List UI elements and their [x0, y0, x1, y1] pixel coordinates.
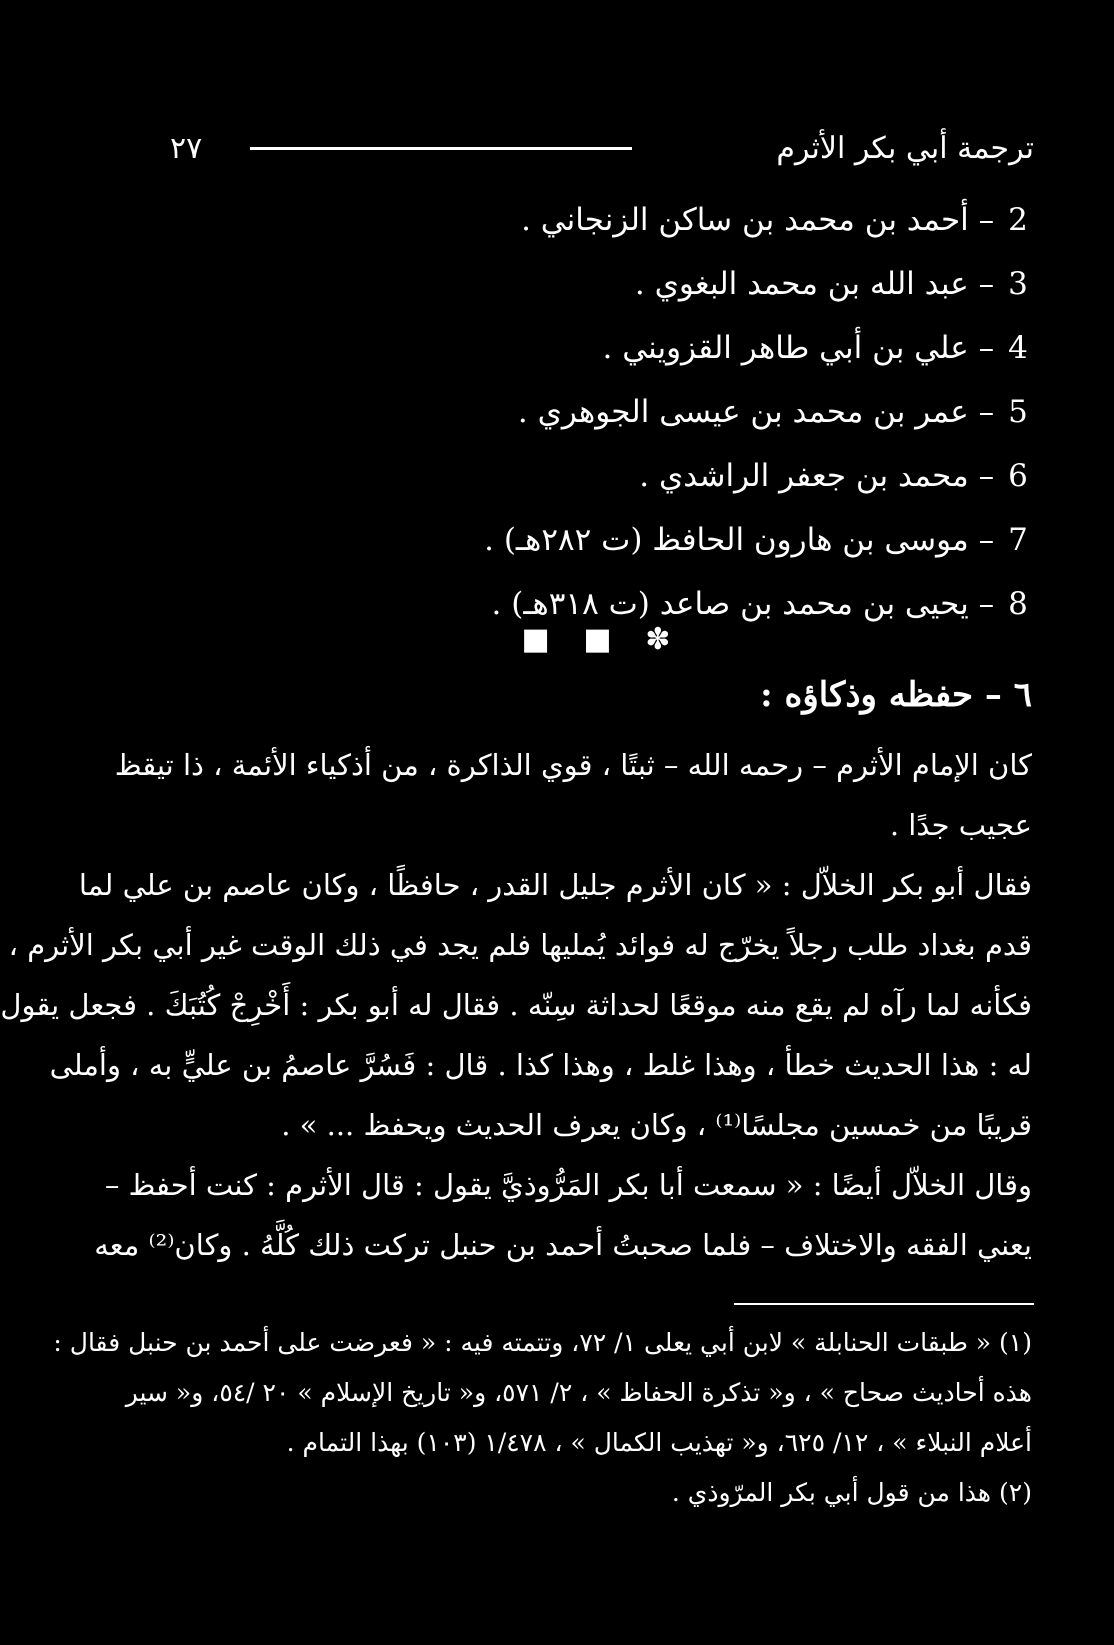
body-line: قدم بغداد طلب رجلاً يخرّج له فوائد يُمليها فلم يجد في ذلك الوقت غير أبي بكر الأثرم ، — [8, 928, 1032, 962]
section-heading: ٦ – حفظه وذكاؤه : — [760, 675, 1032, 715]
page-header — [170, 118, 1034, 178]
list-item: 2 – أحمد بن محمد بن ساكن الزنجاني . — [172, 188, 1032, 252]
body-line: فقال أبو بكر الخلاّل : « كان الأثرم جليل القدر ، حافظًا ، وكان عاصم بن علي لما — [78, 868, 1032, 902]
header-rule — [250, 147, 632, 150]
running-title: ترجمة أبي بكر الأثرم — [776, 130, 1034, 166]
body-line: فكأنه لما رآه لم يقع منه موقعًا لحداثة سِنّه . فقال له أبو بكر : أَخْرِجْ كُتُبَكَ . فجعل يقول — [0, 988, 1032, 1022]
list-item-number: 4 — [1008, 330, 1028, 366]
body-line: له : هذا الحديث خطأ ، وهذا غلط ، وهذا كذا . قال : فَسُرَّ عاصمُ بن عليٍّ به ، وأملى — [49, 1048, 1032, 1082]
list-item-number: 5 — [1008, 394, 1028, 430]
section-ornament: ✽ ■ ■ — [521, 622, 683, 657]
list-item-number: 7 — [1008, 522, 1028, 558]
list-item-text: علي بن أبي طاهر القزويني . — [602, 330, 969, 366]
list-item: 3 – عبد الله بن محمد البغوي . — [172, 252, 1032, 316]
list-item-number: 2 — [1008, 202, 1028, 238]
list-item: 8 – يحيى بن محمد بن صاعد (ت ٣١٨هـ) . — [172, 572, 1032, 636]
footnotes — [53, 1318, 1032, 1518]
list-item: 4 – علي بن أبي طاهر القزويني . — [172, 316, 1032, 380]
body-line: قريبًا من خمسين مجلسًا⁽¹⁾ ، وكان يعرف الحديث ويحفظ ... » . — [281, 1108, 1032, 1142]
list-item-number: 8 — [1008, 586, 1028, 622]
list-item-text: عبد الله بن محمد البغوي . — [634, 266, 969, 302]
body-line: يعني الفقه والاختلاف – فلما صحبتُ أحمد بن حنبل تركت ذلك كُلَّهُ . وكان⁽²⁾ معه — [94, 1228, 1032, 1262]
list-item-text: أحمد بن محمد بن ساكن الزنجاني . — [521, 202, 969, 238]
footnote-line: أعلام النبلاء » ، ١٢/ ٦٢٥، و« تهذيب الكمال » ، ١/٤٧٨ (١٠٣) بهذا التمام . — [286, 1428, 1032, 1457]
list-item-number: 3 — [1008, 266, 1028, 302]
page-number: ٢٧ — [170, 130, 203, 166]
list-item-text: محمد بن جعفر الراشدي . — [639, 458, 969, 494]
body-line: كان الإمام الأثرم – رحمه الله – ثبتًا ، قوي الذاكرة ، من أذكياء الأئمة ، ذا تيقظ — [114, 748, 1032, 782]
footnote-line: (١) « طبقات الحنابلة » لابن أبي يعلى ١/ ٧٢، وتتمته فيه : « فعرضت على أحمد بن حنبل فقال : — [53, 1328, 1032, 1357]
list-item-text: موسى بن هارون الحافظ (ت ٢٨٢هـ) . — [484, 522, 969, 558]
list-item: 5 – عمر بن محمد بن عيسى الجوهري . — [172, 380, 1032, 444]
list-item: 6 – محمد بن جعفر الراشدي . — [172, 444, 1032, 508]
narrators-list — [172, 188, 1032, 636]
body-line: وقال الخلاّل أيضًا : « سمعت أبا بكر المَرُّوذيَّ يقول : قال الأثرم : كنت أحفظ – — [104, 1168, 1032, 1202]
list-item-text: عمر بن محمد بن عيسى الجوهري . — [517, 394, 969, 430]
list-item-text: يحيى بن محمد بن صاعد (ت ٣١٨هـ) . — [491, 586, 969, 622]
list-item: 7 – موسى بن هارون الحافظ (ت ٢٨٢هـ) . — [172, 508, 1032, 572]
footnote-separator — [734, 1303, 1034, 1305]
list-item-number: 6 — [1008, 458, 1028, 494]
footnote-line: (٢) هذا من قول أبي بكر المرّوذي . — [671, 1478, 1032, 1507]
footnote-line: هذه أحاديث صحاح » ، و« تذكرة الحفاظ » ، ٢/ ٥٧١، و« تاريخ الإسلام » ٢٠ /٥٤، و« سير — [125, 1378, 1032, 1407]
body-text — [0, 735, 1032, 1275]
body-line: عجيب جدًا . — [889, 808, 1032, 842]
